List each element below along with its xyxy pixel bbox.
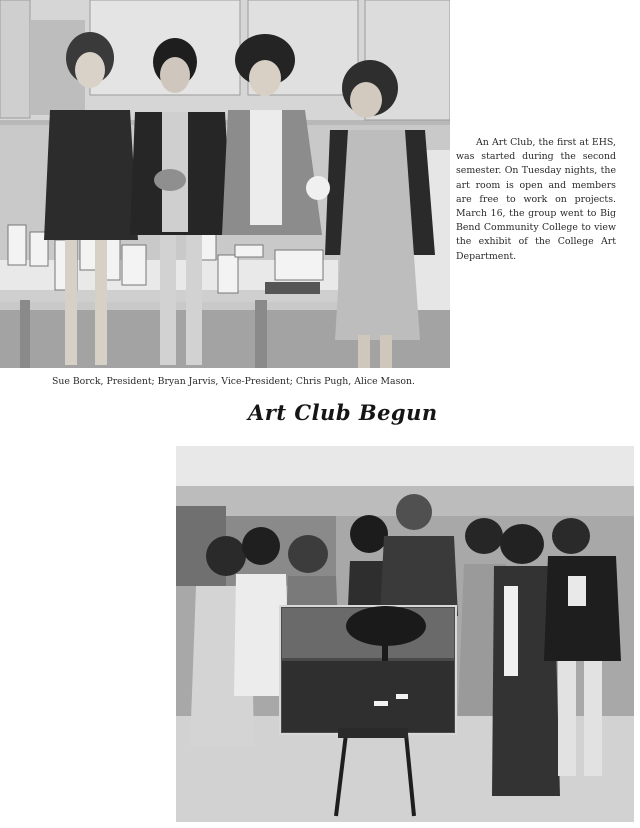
photo-bottom-illustration (176, 446, 634, 822)
photo-art-club-group (176, 446, 634, 822)
photo-art-club-officers (0, 0, 450, 368)
photo-caption: Sue Borck, President; Bryan Jarvis, Vice-President; Chris Pugh, Alice Mason. (52, 376, 415, 387)
article-body: An Art Club, the first at EHS, was started during the second semester. On Tuesday nights, the art room is open and members are free to work on projects. March 16, the group went to Big Bend Community College to view the exhibit of the College Art Department. (456, 137, 616, 262)
photo-top-illustration (0, 0, 450, 368)
article-headline: Art Club Begun (248, 400, 438, 425)
